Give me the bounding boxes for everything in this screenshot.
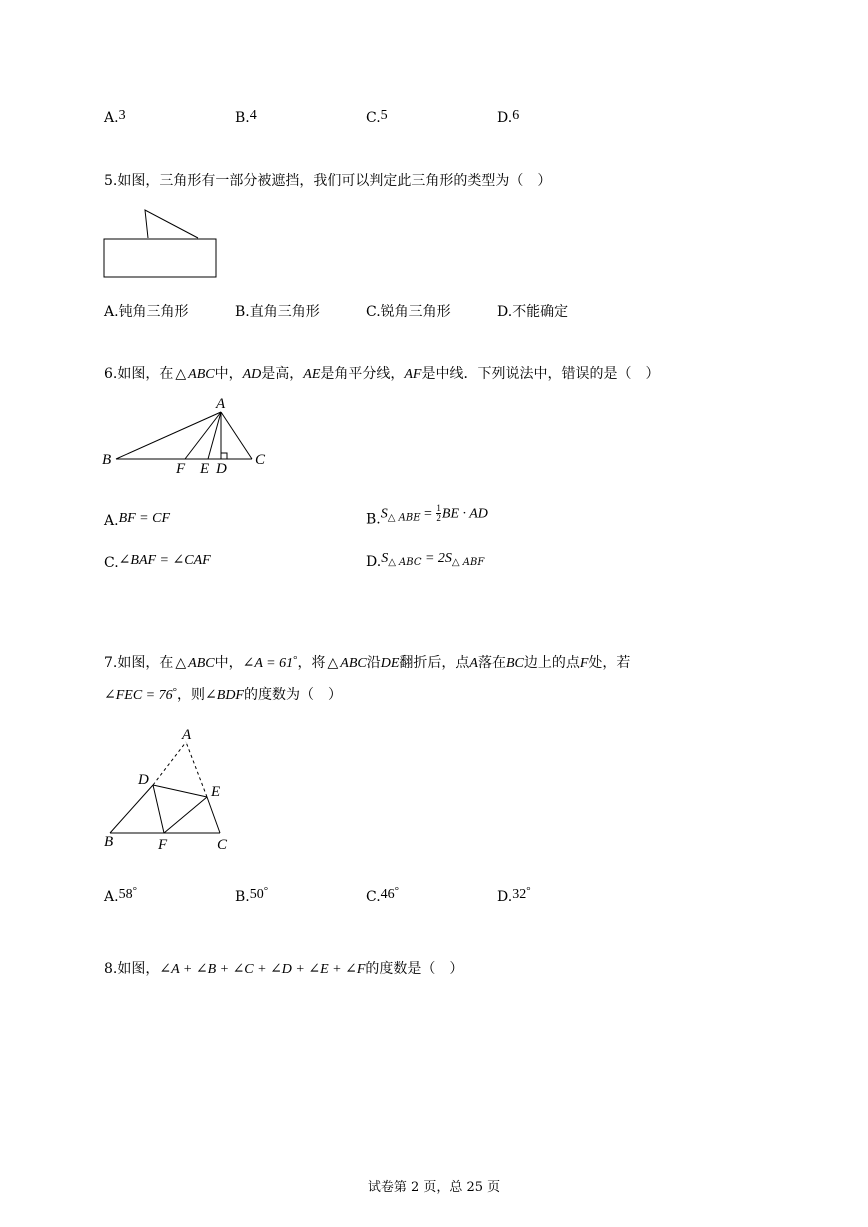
q5-option-b: B.直角三角形 [235, 304, 320, 320]
q7-segment-de [153, 785, 207, 797]
q4-option-a-value: 3 [118, 108, 126, 123]
q5-option-a: A.钝角三角形 [104, 304, 189, 320]
q6-option-a: A.BF = CF [104, 511, 171, 529]
q4-option-a: A.3 [104, 108, 126, 126]
q8-stem: 8.如图，∠A + ∠B + ∠C + ∠D + ∠E + ∠F的度数是（ ） [104, 961, 464, 977]
page-footer: 试卷第 2 页，总 25 页 [367, 1180, 501, 1195]
q7-figure [100, 725, 240, 860]
q7-option-b: B.50° [235, 885, 269, 905]
q7-stem-line1: 7.如图，在 △ ABC中，∠A = 61°，将 △ ABC沿DE翻折后，点A落在BC边上的点F处，若 [104, 654, 631, 671]
q5-triangle-edges [145, 210, 198, 238]
q7-label-e: E [211, 784, 221, 800]
q6-label-d: D [216, 461, 227, 477]
q5-figure [100, 205, 220, 280]
q6-right-angle-mark [221, 453, 227, 459]
q6-label-f: F [176, 461, 186, 477]
q7-option-c: C.46° [366, 885, 400, 905]
q7-label-f: F [158, 837, 168, 853]
q7-option-a: A.58° [104, 885, 137, 905]
q6-stem: 6.如图，在 △ ABC中，AD是高，AE是角平分线，AF是中线．下列说法中，错误的是（ ） [104, 366, 660, 382]
q6-segment-af [185, 412, 221, 459]
q4-option-b-value: 4 [249, 108, 257, 123]
q7-label-c: C [217, 837, 228, 853]
q5-option-c: C.锐角三角形 [366, 304, 451, 320]
q6-label-e: E [200, 461, 210, 477]
q6-option-c: C.∠BAF = ∠CAF [104, 553, 211, 571]
q6-segment-ab [116, 412, 221, 459]
q4-option-c-value: 5 [380, 108, 388, 123]
q4-option-d: D.6 [497, 108, 520, 126]
q5-option-d: D.不能确定 [497, 304, 569, 320]
q4-option-d-value: 6 [512, 108, 520, 123]
q7-segment-da-dashed [153, 742, 186, 785]
q6-fraction-one-half: $\frac{1}{2}$ [436, 503, 441, 523]
q6-segment-ae [208, 412, 221, 459]
q7-segment-ea-dashed [186, 742, 207, 797]
q6-label-a: A [216, 396, 226, 412]
q7-segment-fe [164, 797, 207, 833]
q4-option-b: B.4 [235, 108, 257, 126]
q6-label-c: C [255, 452, 266, 468]
q7-label-d: D [138, 772, 149, 788]
q6-segment-ac [221, 412, 252, 459]
q7-option-d: D.32° [497, 885, 531, 905]
q7-segment-ec [207, 797, 220, 833]
q7-label-b: B [104, 834, 114, 850]
q5-stem: 5.如图，三角形有一部分被遮挡，我们可以判定此三角形的类型为（ ） [104, 173, 552, 189]
q5-cover-rectangle [104, 239, 216, 277]
q6-option-b: $B.S_{\triangle ABE}$ = $\frac{1}{2}$ BE · AD [366, 503, 488, 528]
q6-figure [100, 395, 280, 480]
q6-option-d: $D.S_{\triangle ABC} = 2S_{\triangle ABF}$ [366, 551, 485, 570]
q7-label-a: A [182, 727, 192, 743]
q7-stem-line2: ∠FEC = 76°，则∠BDF的度数为（ ） [104, 686, 342, 703]
q7-segment-bd [110, 785, 153, 833]
q6-label-b: B [102, 452, 112, 468]
q4-option-c: C.5 [366, 108, 388, 126]
q7-segment-df [153, 785, 164, 833]
